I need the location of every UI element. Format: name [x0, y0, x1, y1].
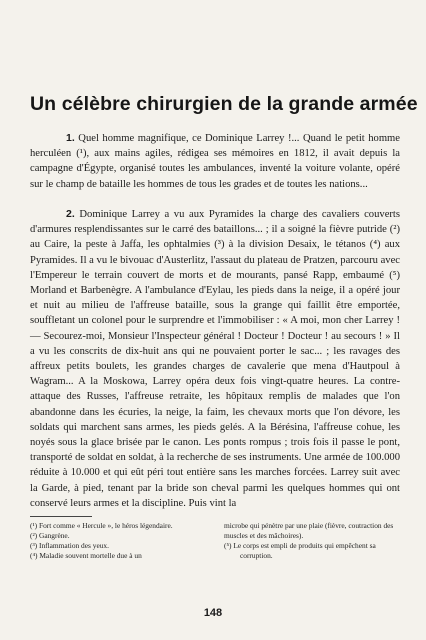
- footnotes-right-column: [224, 521, 402, 561]
- paragraph-text: Dominique Larrey a vu aux Pyramides la charge des cavaliers couverts d'armures resplendissantes sur le carré des bataillons... ; il a soigné la fièvre putride (²) au Caire, la peste à Jaffa, les ophtalmies (³) à la division Desaix, le tétanos (⁴) aux Pyramides. Il a vu le bivouac d'Austerlitz, l'assaut du plateau de Pratzen, parcouru avec l'Empereur le terrain couvert de morts et de mourants, pansé Rapp, embaumé (⁵) Morland et Barbenègre. A l'ambulance d'Eylau, les pieds dans la neige, il a opéré jour et nuit au milieu de l'affreuse bataille, sous la grange qui faillit être emportée, souffletant un colonel pour le surprendre et l'immobiliser : « A moi, mon cher Larrey ! — Secourez-moi, Monsieur l'Inspecteur général ! Docteur ! Docteur ! au secours ! » Il a vu les conscrits de dix-huit ans qui ne pouvaient porter le sac... ; les ravages des affreux petits boulets, les grandes charges de cavalerie que mena d'Hautpoul à Wagram... A la Moskowa, Larrey opéra deux fois vingt-quatre heures. La contre-attaque des Russes, l'affreuse retraite, les hôpitaux remplis de malades que l'on abandonne dans les écuries, la neige, la faim, les chevaux morts que l'on dévore, les soldats qui marchent sans armes, les pieds gelés. A la Bérésina, l'affreuse cohue, les noyés sous la glace brisée par le canon. Les ponts rompus ; trois fois il passe le pont, transporté de soldat en soldat, à la recherche de ses instruments. Une armée de 100.000 réduite à 10.000 et qui eût péri tout entière sans les marches forcées. Larrey suit avec la Garde, à pied, tenant par la bride son cheval parmi les quelques hommes qui ont conservé leurs armes et la discipline. Puis vint la: [30, 209, 400, 509]
- paragraph-number: 1.: [66, 132, 75, 144]
- paragraph-text: Quel homme magnifique, ce Dominique Larrey !... Quand le petit homme herculéen (¹), aux mains agiles, rédigea ses mémoires en 1812, il avait depuis la campagne d'Égypte, organisé toutes les ambulances, inventé la voiture volante, opéré sur le champ de bataille les hommes de tous les grades et de toutes les nations...: [30, 133, 401, 190]
- footnote-divider: [30, 516, 92, 517]
- footnote-2: (²) Gangrène.: [30, 531, 70, 540]
- paragraph-number: 2.: [66, 208, 75, 220]
- paragraph-2: [30, 207, 400, 511]
- paragraph-1: [30, 131, 400, 192]
- footnote-4: (⁴) Maladie souvent mortelle due à un: [30, 551, 142, 560]
- footnotes-left-column: [30, 521, 216, 561]
- footnote-5: (⁵) Le corps est empli de produits qui empêchent sa corruption.: [224, 541, 376, 560]
- page-title: Un célèbre chirurgien de la grande armée: [30, 93, 418, 115]
- footnote-4-continued: microbe qui pénètre par une plaie (fièvre, coutraction des muscles et des mâchoires).: [224, 521, 394, 540]
- footnote-3: (³) Inflammation des yeux.: [30, 541, 109, 550]
- page-number: 148: [203, 607, 223, 619]
- footnote-1: (¹) Fort comme « Hercule », le héros légendaire.: [30, 521, 173, 530]
